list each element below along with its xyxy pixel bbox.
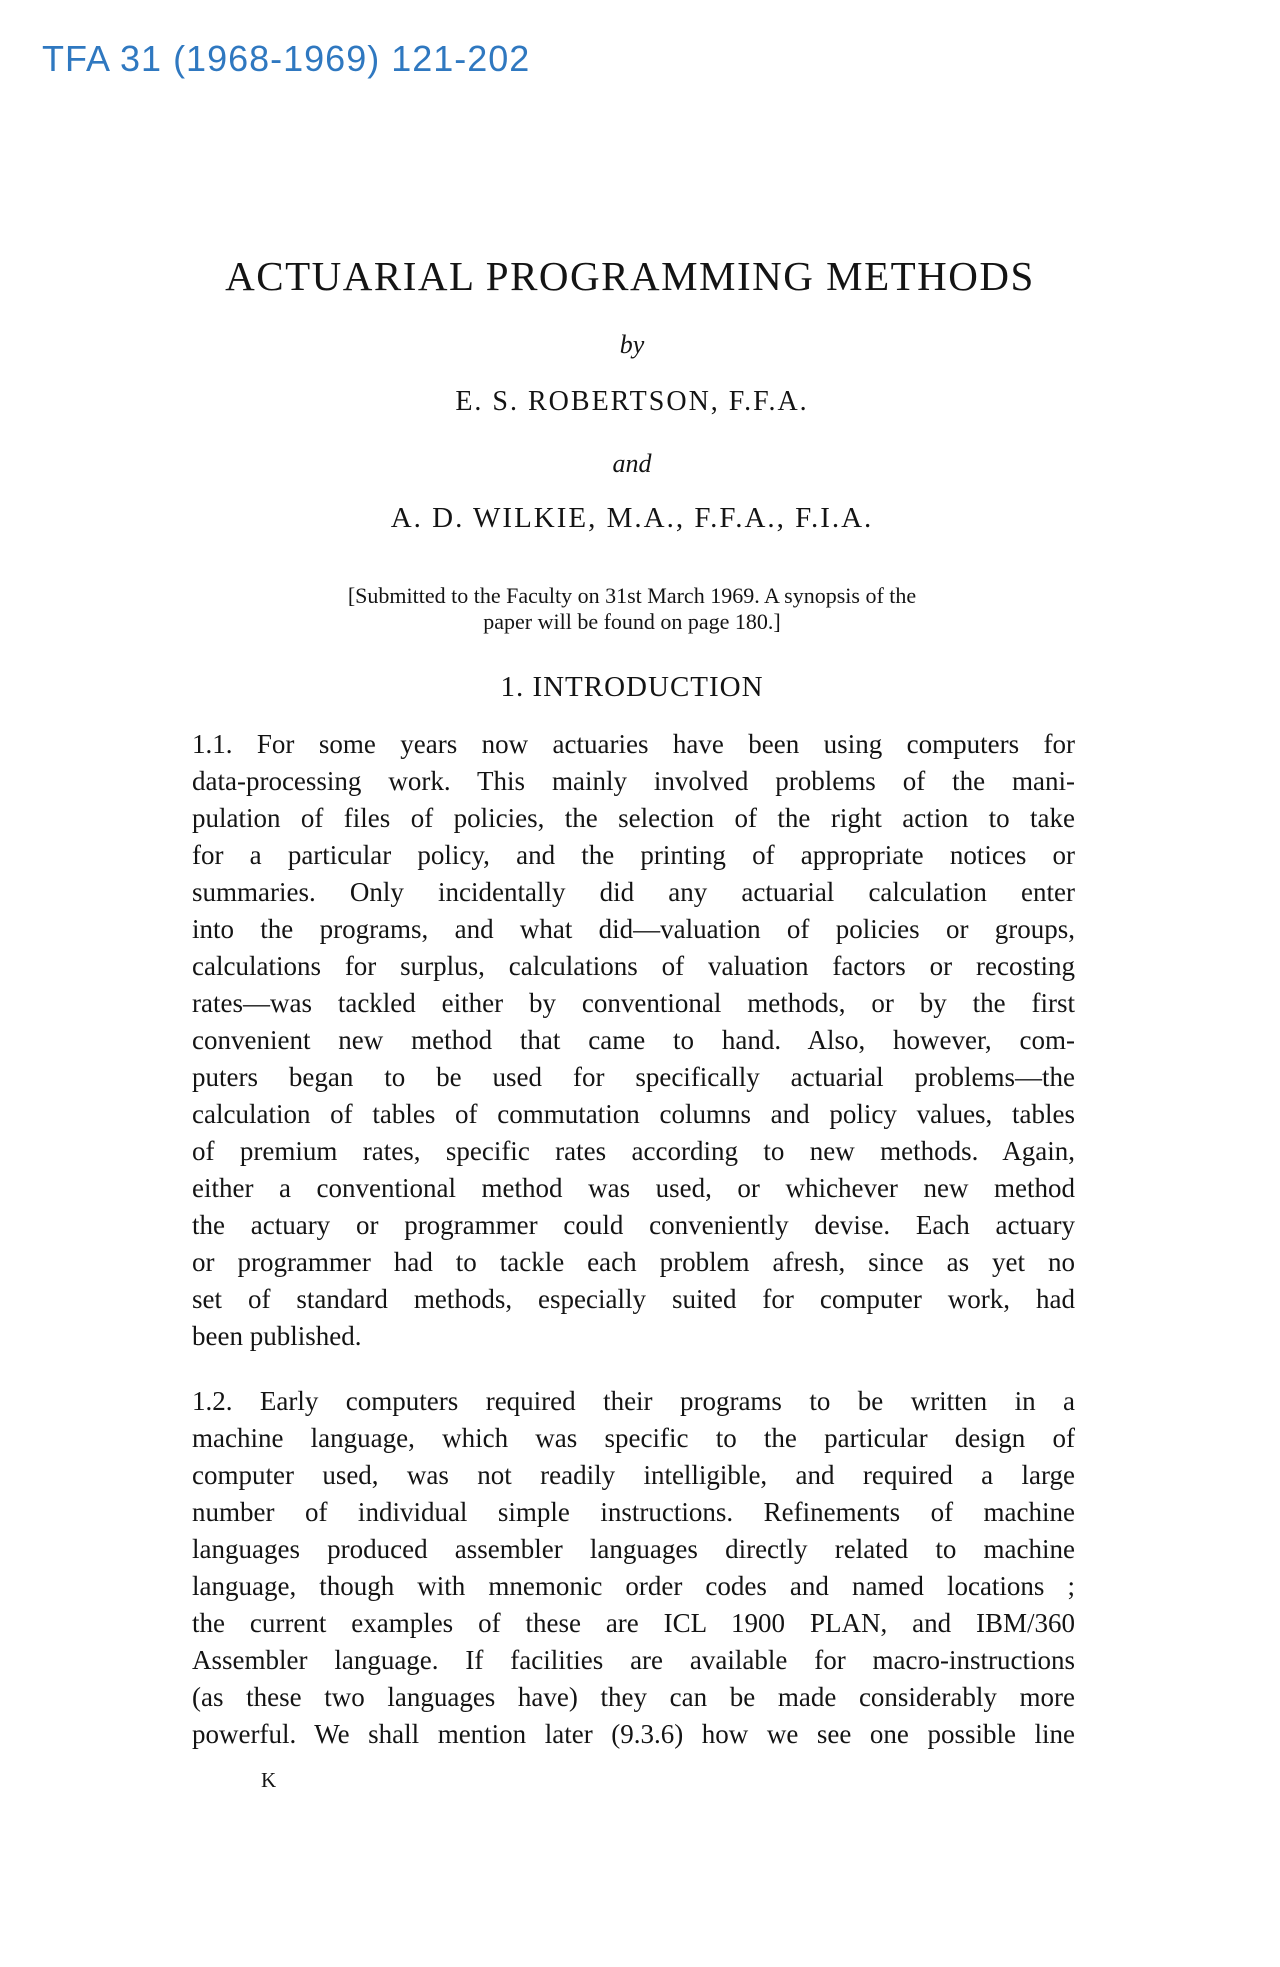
- text-line: convenient new method that came to hand. Also, however, com-: [192, 1025, 1075, 1055]
- text-line: language, though with mnemonic order codes and named locations ;: [192, 1571, 1075, 1601]
- text-line: pulation of files of policies, the selection of the right action to take: [192, 803, 1075, 833]
- submission-note-line: paper will be found on page 180.]: [483, 609, 781, 634]
- author-robertson: E. S. ROBERTSON, F.F.A.: [455, 386, 809, 417]
- text-line: number of individual simple instructions. Refinements of machine: [192, 1497, 1075, 1527]
- text-line: 1.2. Early computers required their programs to be written in a: [192, 1386, 1075, 1416]
- and-line: and: [612, 449, 652, 478]
- text-line: 1.1. For some years now actuaries have been using computers for: [192, 729, 1075, 759]
- author-wilkie: A. D. WILKIE, M.A., F.F.A., F.I.A.: [390, 502, 874, 534]
- submission-note: [0, 583, 1264, 635]
- paragraph-1-1: [192, 726, 1075, 1355]
- section-heading-introduction: 1. INTRODUCTION: [500, 671, 764, 703]
- text-line: computer used, was not readily intelligible, and required a large: [192, 1460, 1075, 1490]
- text-line: into the programs, and what did—valuation of policies or groups,: [192, 914, 1075, 944]
- text-line: machine language, which was specific to the particular design of: [192, 1423, 1075, 1453]
- text-line: languages produced assembler languages directly related to machine: [192, 1534, 1075, 1564]
- citation-header: TFA 31 (1968-1969) 121-202: [42, 38, 531, 79]
- paper-title: ACTUARIAL PROGRAMMING METHODS: [225, 253, 1035, 299]
- text-line: or programmer had to tackle each problem afresh, since as yet no: [192, 1247, 1075, 1277]
- text-line: summaries. Only incidentally did any actuarial calculation enter: [192, 877, 1075, 907]
- text-line: for a particular policy, and the printing of appropriate notices or: [192, 840, 1075, 870]
- text-line: rates—was tackled either by conventional methods, or by the first: [192, 988, 1075, 1018]
- text-line: of premium rates, specific rates according to new methods. Again,: [192, 1136, 1075, 1166]
- text-line: the current examples of these are ICL 1900 PLAN, and IBM/360: [192, 1608, 1075, 1638]
- text-line: powerful. We shall mention later (9.3.6) how we see one possible line: [192, 1719, 1075, 1749]
- text-line: Assembler language. If facilities are available for macro-instructions: [192, 1645, 1075, 1675]
- text-line: either a conventional method was used, or whichever new method: [192, 1173, 1075, 1203]
- text-line: calculations for surplus, calculations of valuation factors or recosting: [192, 951, 1075, 981]
- signature-mark: K: [261, 1768, 277, 1792]
- by-line: by: [619, 330, 645, 359]
- submission-note-line: [Submitted to the Faculty on 31st March 1969. A synopsis of the: [347, 583, 917, 608]
- text-line: puters began to be used for specifically actuarial problems—the: [192, 1062, 1075, 1092]
- text-line: (as these two languages have) they can be made considerably more: [192, 1682, 1075, 1712]
- text-line: calculation of tables of commutation columns and policy values, tables: [192, 1099, 1075, 1129]
- text-line: set of standard methods, especially suited for computer work, had: [192, 1284, 1075, 1314]
- paragraph-1-2: [192, 1383, 1075, 1753]
- text-line: been published.: [192, 1321, 362, 1351]
- text-line: data-processing work. This mainly involved problems of the mani-: [192, 766, 1075, 796]
- text-line: the actuary or programmer could conveniently devise. Each actuary: [192, 1210, 1075, 1240]
